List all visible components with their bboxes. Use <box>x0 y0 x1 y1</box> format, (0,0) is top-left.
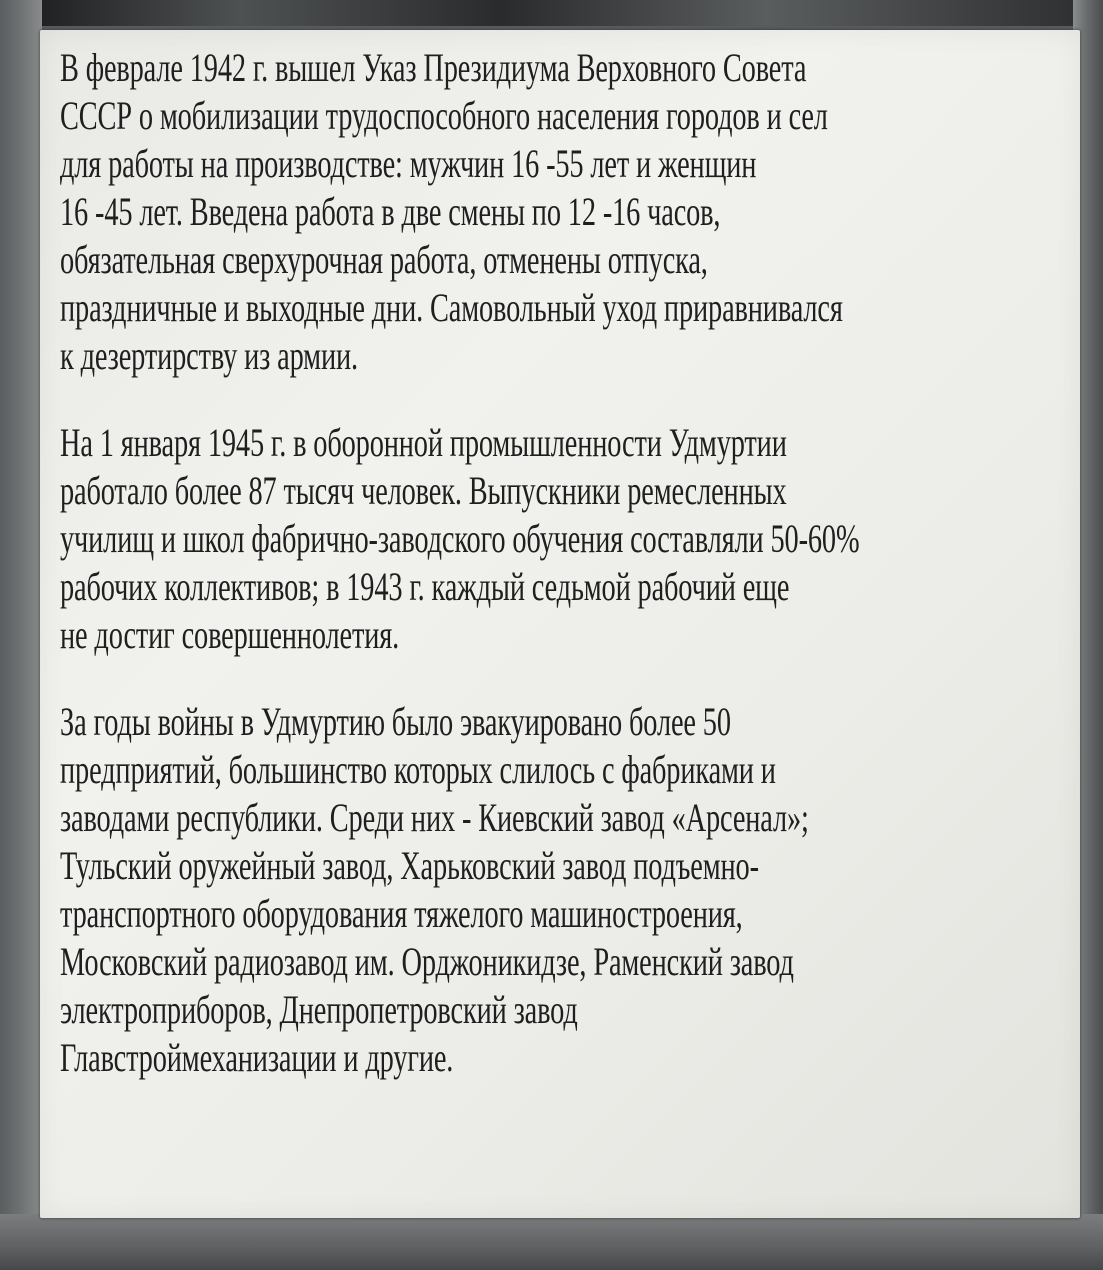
text-line: предприятий, большинство которых слилось с фабриками и <box>60 747 776 792</box>
text-line: В феврале 1942 г. вышел Указ Президиума Верховного Совета <box>60 45 807 90</box>
text-line: рабочих коллективов; в 1943 г. каждый седьмой рабочий еще <box>60 564 790 609</box>
text-line: для работы на производстве: мужчин 16 -55 лет и женщин <box>60 141 757 186</box>
text-line: Главстроймеханизации и другие. <box>60 1035 454 1080</box>
background-photo-strip <box>30 0 1080 26</box>
text-line: не достиг совершеннолетия. <box>60 612 400 657</box>
text-line: Московский радиозавод им. Орджоникидзе, Раменский завод <box>60 939 794 984</box>
text-line: к дезертирству из армии. <box>60 333 358 378</box>
background-left-wall <box>0 0 42 1270</box>
plaque-text <box>60 44 1065 1082</box>
text-line: За годы войны в Удмуртию было эвакуировано более 50 <box>60 699 731 744</box>
text-line: транспортного оборудования тяжелого машиностроения, <box>60 891 743 936</box>
paragraph-spacer <box>60 380 1065 419</box>
text-line: 16 -45 лет. Введена работа в две смены по 12 -16 часов, <box>60 189 721 234</box>
text-line: обязательная сверхурочная работа, отменены отпуска, <box>60 237 708 282</box>
text-line: СССР о мобилизации трудоспособного населения городов и сел <box>60 93 828 138</box>
paragraph-2 <box>60 419 1065 659</box>
text-line: электроприборов, Днепропетровский завод <box>60 987 578 1032</box>
paragraph-spacer <box>60 659 1065 698</box>
paragraph-3 <box>60 698 1065 1082</box>
background-bottom-ledge <box>0 1214 1103 1270</box>
memorial-plaque <box>40 30 1080 1218</box>
text-line: работало более 87 тысяч человек. Выпускники ремесленных <box>60 468 787 513</box>
paragraph-1 <box>60 44 1065 380</box>
text-line: праздничные и выходные дни. Самовольный уход приравнивался <box>60 285 843 330</box>
text-line: На 1 января 1945 г. в оборонной промышленности Удмуртии <box>60 420 787 465</box>
text-line: Тульский оружейный завод, Харьковский завод подъемно- <box>60 843 759 888</box>
text-line: заводами республики. Среди них - Киевский завод «Арсенал»; <box>60 795 809 840</box>
text-line: училищ и школ фабрично-заводского обучения составляли 50-60% <box>60 516 860 561</box>
